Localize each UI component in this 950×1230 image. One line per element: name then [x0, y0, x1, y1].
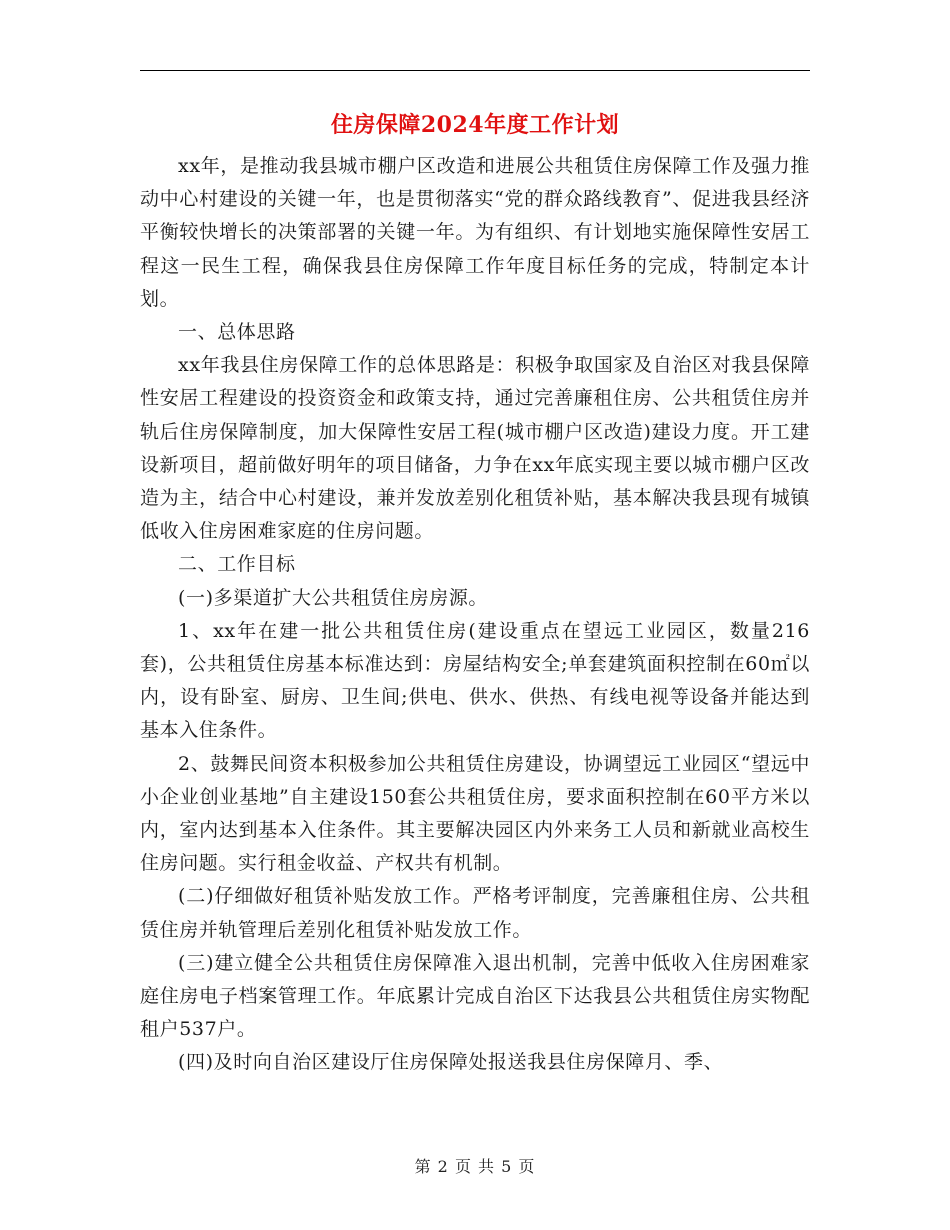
paragraph-goal-2: (二)仔细做好租赁补贴发放工作。严格考评制度，完善廉租住房、公共租赁住房并轨管理后差别化租赁补贴发放工作。	[140, 885, 810, 941]
subheading-goal-1: (一)多渠道扩大公共租赁住房房源。	[178, 586, 489, 609]
paragraph-goal-4: (四)及时向自治区建设厅住房保障处报送我县住房保障月、季、	[178, 1051, 724, 1074]
header-rule	[140, 70, 810, 71]
section-heading-overall-approach: 一、总体思路	[178, 321, 296, 344]
document-title: 住房保障2024年度工作计划	[330, 112, 620, 138]
paragraph-goal-3: (三)建立健全公共租赁住房保障准入退出机制，完善中低收入住房困难家庭住房电子档案管理工作。年底累计完成自治区下达我县公共租赁住房实物配租户537户。	[140, 951, 810, 1041]
paragraph-goal-1-item-2: 2、鼓舞民间资本积极参加公共租赁住房建设，协调望远工业园区“望远中小企业创业基地”自主建设150套公共租赁住房，要求面积控制在60平方米以内，室内达到基本入住条件。其主要解决园区内外来务工人员和新就业高校生住房问题。实行租金收益、产权共有机制。	[140, 752, 810, 875]
paragraph-goal-1-item-1: 1、xx年在建一批公共租赁住房(建设重点在望远工业园区，数量216套)，公共租赁住房基本标准达到：房屋结构安全;单套建筑面积控制在60㎡以内，设有卧室、厨房、卫生间;供电、供水、供热、有线电视等设备并能达到基本入住条件。	[140, 619, 810, 742]
page-number-footer: 第 2 页 共 5 页	[414, 1157, 536, 1176]
paragraph-intro: xx年，是推动我县城市棚户区改造和进展公共租赁住房保障工作及强力推动中心村建设的关键一年，也是贯彻落实“党的群众路线教育”、促进我县经济平衡较快增长的决策部署的关键一年。为有组织、有计划地实施保障性安居工程这一民生工程，确保我县住房保障工作年度目标任务的完成，特制定本计划。	[140, 155, 810, 310]
document-body	[140, 150, 810, 1080]
section-heading-work-goals: 二、工作目标	[178, 553, 296, 576]
paragraph-overall-approach: xx年我县住房保障工作的总体思路是：积极争取国家及自治区对我县保障性安居工程建设的投资资金和政策支持，通过完善廉租住房、公共租赁住房并轨后住房保障制度，加大保障性安居工程(城市棚户区改造)建设力度。开工建设新项目，超前做好明年的项目储备，力争在xx年底实现主要以城市棚户区改造为主，结合中心村建设，兼并发放差别化租赁补贴，基本解决我县现有城镇低收入住房困难家庭的住房问题。	[140, 354, 810, 543]
